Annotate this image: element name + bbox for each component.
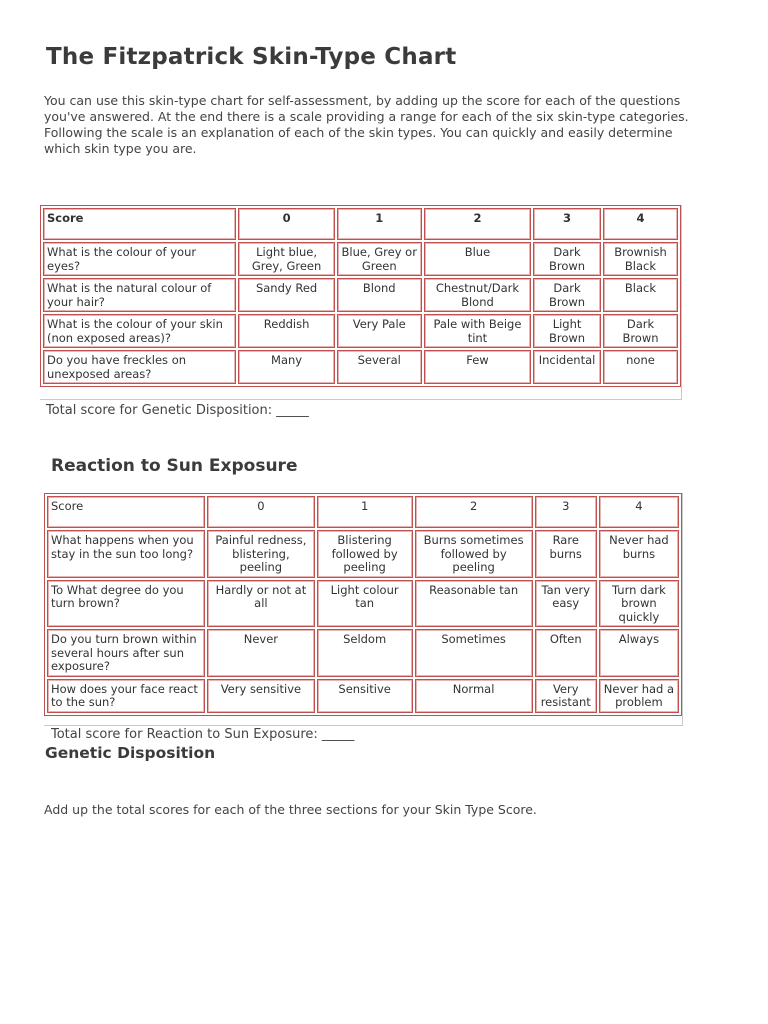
table-cell: Dark Brown	[603, 314, 678, 348]
table-cell: Do you have freckles on unexposed areas?	[43, 350, 236, 384]
genetic-disposition-table	[40, 205, 681, 387]
table-cell: Seldom	[317, 629, 413, 677]
table-cell: What is the colour of your eyes?	[43, 242, 236, 276]
instruction-text: Add up the total scores for each of the three sections for your Skin Type Score.	[44, 802, 537, 817]
table-cell: What happens when you stay in the sun too long?	[47, 530, 205, 578]
reaction-total-score-line: Total score for Reaction to Sun Exposure: _____	[51, 727, 355, 742]
table-cell: Sandy Red	[238, 278, 334, 312]
table-cell: Reasonable tan	[415, 580, 533, 628]
table-cell: Blond	[337, 278, 422, 312]
table-cell: Many	[238, 350, 334, 384]
table-cell: Never had burns	[599, 530, 679, 578]
table-cell: Sometimes	[415, 629, 533, 677]
table-cell: Blue	[424, 242, 531, 276]
table-cell: Often	[535, 629, 597, 677]
table-cell: 0	[207, 496, 315, 528]
table-cell: Sensitive	[317, 679, 413, 713]
table-cell: Light Brown	[533, 314, 601, 348]
table-cell: Tan very easy	[535, 580, 597, 628]
table-cell: Hardly or not at all	[207, 580, 315, 628]
table-cell: 4	[599, 496, 679, 528]
table-row	[43, 350, 678, 384]
table-cell: Brownish Black	[603, 242, 678, 276]
intro-line: You can use this skin-type chart for self-assessment, by adding up the score for each of the questions	[44, 93, 681, 108]
table-cell: 3	[535, 496, 597, 528]
table-cell: What is the colour of your skin (non exposed areas)?	[43, 314, 236, 348]
table-cell: Light blue, Grey, Green	[238, 242, 334, 276]
table-cell: Reddish	[238, 314, 334, 348]
reaction-table-frame	[44, 493, 683, 726]
table-cell: Very sensitive	[207, 679, 315, 713]
intro-line: you've answered. At the end there is a scale providing a range for each of the six skin-type categories.	[44, 109, 689, 124]
table-cell: To What degree do you turn brown?	[47, 580, 205, 628]
table-cell: 1	[337, 208, 422, 240]
table-cell: 4	[603, 208, 678, 240]
table-row	[43, 314, 678, 348]
reaction-section-heading: Reaction to Sun Exposure	[51, 456, 298, 476]
table-cell: Few	[424, 350, 531, 384]
table-cell: Burns sometimes followed by peeling	[415, 530, 533, 578]
table-cell: 0	[238, 208, 334, 240]
table-cell: 2	[415, 496, 533, 528]
genetic-total-score-line: Total score for Genetic Disposition: _____	[46, 403, 309, 418]
intro-line: which skin type you are.	[44, 141, 197, 156]
intro-paragraph	[44, 93, 724, 157]
table-cell: Painful redness, blistering, peeling	[207, 530, 315, 578]
table-cell: Black	[603, 278, 678, 312]
table-cell: 2	[424, 208, 531, 240]
table-cell: Blistering followed by peeling	[317, 530, 413, 578]
table-header-row	[47, 496, 679, 528]
table-row	[47, 580, 679, 628]
table-cell: Score	[47, 496, 205, 528]
page-title: The Fitzpatrick Skin-Type Chart	[46, 44, 457, 70]
table-cell: Never had a problem	[599, 679, 679, 713]
table-row	[47, 629, 679, 677]
table-cell: none	[603, 350, 678, 384]
table-cell: How does your face react to the sun?	[47, 679, 205, 713]
sun-reaction-table	[44, 493, 682, 716]
table-row	[47, 530, 679, 578]
table-cell: Always	[599, 629, 679, 677]
table-header-row	[43, 208, 678, 240]
table-cell: Dark Brown	[533, 242, 601, 276]
table-cell: Score	[43, 208, 236, 240]
table-cell: Pale with Beige tint	[424, 314, 531, 348]
table-cell: Blue, Grey or Green	[337, 242, 422, 276]
table-cell: What is the natural colour of your hair?	[43, 278, 236, 312]
table-cell: Rare burns	[535, 530, 597, 578]
table-cell: Dark Brown	[533, 278, 601, 312]
table-row	[47, 679, 679, 713]
genetic-table-frame	[40, 205, 682, 400]
table-cell: Chestnut/Dark Blond	[424, 278, 531, 312]
table-cell: Do you turn brown within several hours after sun exposure?	[47, 629, 205, 677]
table-cell: 3	[533, 208, 601, 240]
table-cell: Turn dark brown quickly	[599, 580, 679, 628]
table-row	[43, 278, 678, 312]
table-row	[43, 242, 678, 276]
genetic-section-heading: Genetic Disposition	[45, 744, 216, 762]
table-cell: Never	[207, 629, 315, 677]
table-cell: Very Pale	[337, 314, 422, 348]
table-cell: Normal	[415, 679, 533, 713]
table-cell: Several	[337, 350, 422, 384]
table-cell: Incidental	[533, 350, 601, 384]
intro-line: Following the scale is an explanation of each of the skin types. You can quickly and easily determine	[44, 125, 673, 140]
table-cell: Light colour tan	[317, 580, 413, 628]
table-cell: 1	[317, 496, 413, 528]
table-cell: Very resistant	[535, 679, 597, 713]
